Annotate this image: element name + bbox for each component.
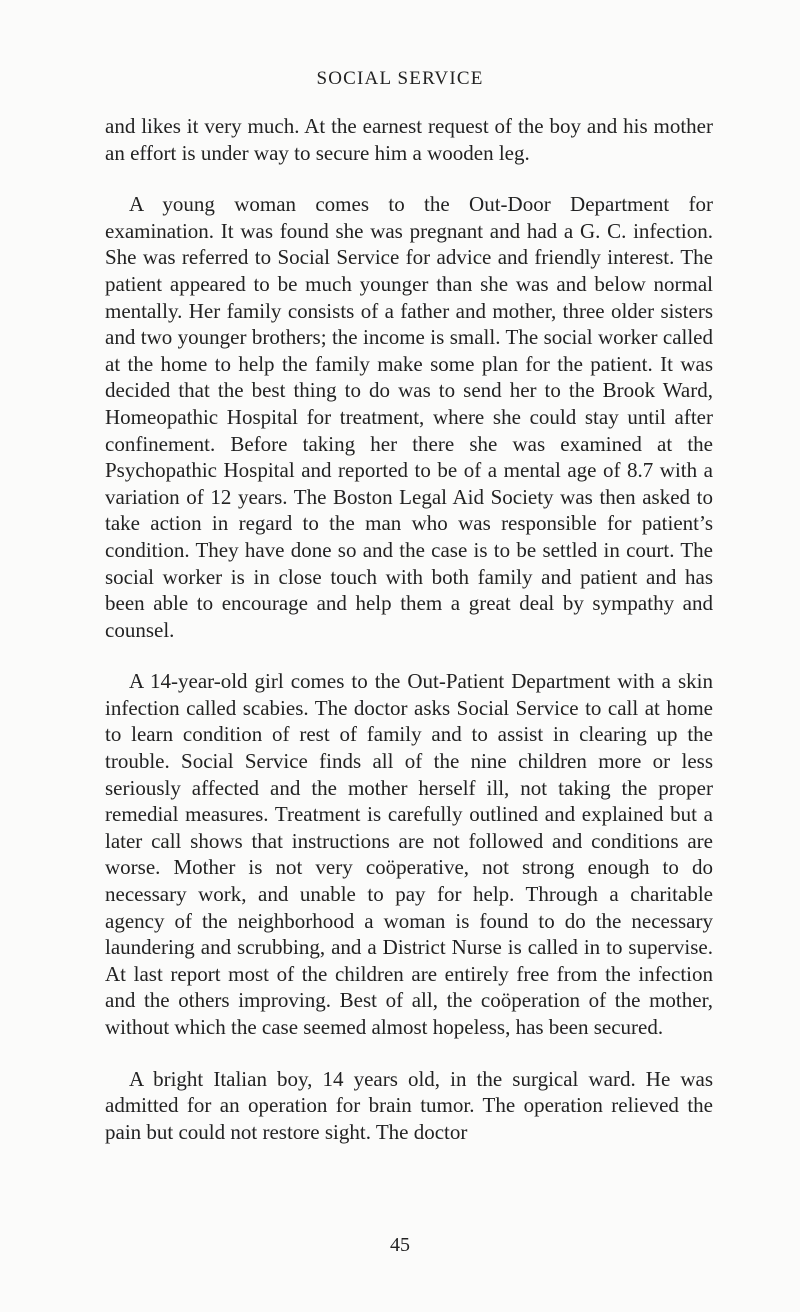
paragraph-young-woman-case: A young woman comes to the Out-Door Department for examination. It was found she was pregnant and had a G. C. infection. She was referred to Social Service for advice and friendly interest. The patient appeared to be much younger than she was and below normal mentally. Her family consists of a father and mother, three older sisters and two younger brothers; the income is small. The social worker called at the home to help the family make some plan for the patient. It was decided that the best thing to do was to send her to the Brook Ward, Homeopathic Hospital for treatment, where she could stay until after confinement. Before taking her there she was examined at the Psychopathic Hospital and reported to be of a mental age of 8.7 with a variation of 12 years. The Boston Legal Aid Society was then asked to take action in regard to the man who was responsible for patient’s condition. They have done so and the case is to be settled in court. The social worker is in close touch with both family and patient and has been able to encourage and help them a great deal by sympathy and counsel. bbox=[105, 192, 713, 642]
paragraph-italian-boy-case: A bright Italian boy, 14 years old, in the surgical ward. He was admitted for an operation for brain tumor. The operation relieved the pain but could not restore sight. The doctor bbox=[105, 1066, 713, 1144]
paragraph-continuation: and likes it very much. At the earnest request of the boy and his mother an effort is under way to secure him a wooden leg. bbox=[105, 114, 713, 165]
running-head: SOCIAL SERVICE bbox=[316, 68, 484, 89]
body-text bbox=[105, 113, 713, 1170]
paragraph-scabies-case: A 14-year-old girl comes to the Out-Patient Department with a skin infection called scabies. The doctor asks Social Service to call at home to learn condition of rest of family and to assist in clearing up the trouble. Social Service finds all of the nine children more or less seriously affected and the mother herself ill, not taking the proper remedial measures. Treatment is carefully outlined and explained but a later call shows that instructions are not followed and conditions are worse. Mother is not very coöperative, not strong enough to do necessary work, and unable to pay for help. Through a charitable agency of the neighborhood a woman is found to do the necessary laundering and scrubbing, and a District Nurse is called in to supervise. At last report most of the children are entirely free from the infection and the others improving. Best of all, the coöperation of the mother, without which the case seemed almost hopeless, has been secured. bbox=[105, 669, 713, 1039]
page-number: 45 bbox=[390, 1234, 410, 1256]
